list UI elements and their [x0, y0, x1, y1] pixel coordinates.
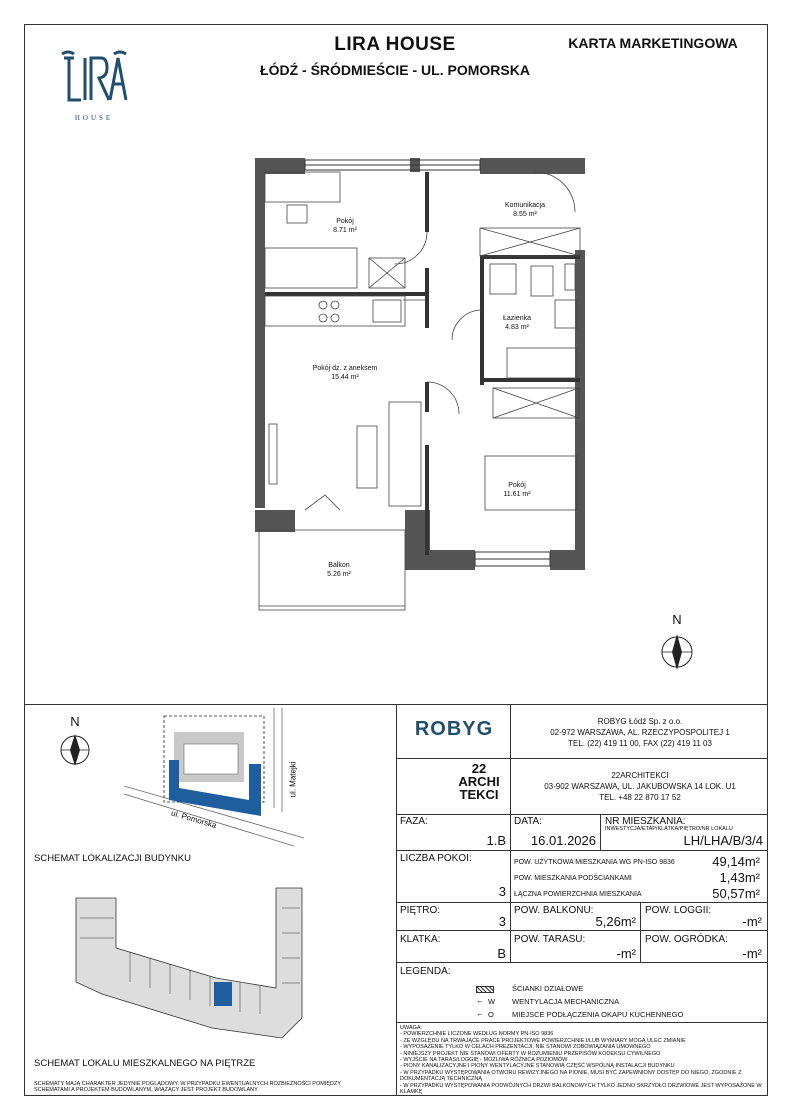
- row-divider: [396, 814, 768, 815]
- partition-wall-icon: [476, 986, 494, 993]
- legend-item: [476, 1010, 756, 1020]
- pietro-label: PIĘTRO:: [400, 905, 441, 916]
- legend-symbol: W: [488, 997, 496, 1006]
- ventilation-arrow-icon: ←: [476, 996, 484, 1005]
- room-name: Balkon: [328, 562, 350, 569]
- room-area: 8.55 m²: [513, 211, 537, 218]
- room-area: 11.61 m²: [503, 491, 531, 498]
- room-area: 5.26 m²: [327, 571, 351, 578]
- area-row-label: POW. MIESZKANIA PODŚCIANKAMI: [514, 875, 632, 882]
- data-label: DATA:: [514, 816, 542, 827]
- data-value: 16.01.2026: [530, 833, 596, 848]
- row-divider: [396, 962, 768, 963]
- klatka-value: B: [497, 946, 506, 961]
- compass-north-label: N: [70, 714, 80, 729]
- location-schema-caption: SCHEMAT LOKALIZACJI BUDYNKU: [34, 853, 191, 864]
- robyg-logo: ROBYG: [414, 718, 494, 740]
- column-divider: [510, 814, 511, 850]
- notes-title: UWAGA:: [400, 1025, 423, 1031]
- note-line: - WYPOSAŻENIE TYLKO W CELACH PREZENTACJI, NIE STANOWI ZOBOWIĄZANIA UMOWNEGO: [400, 1044, 651, 1051]
- klatka-label: KLATKA:: [400, 934, 441, 945]
- room-label: [300, 217, 390, 235]
- architect-logo: [452, 762, 506, 801]
- room-area: 15.44 m²: [331, 374, 359, 381]
- faza-label: FAZA:: [400, 816, 428, 827]
- card-type: KARTA MARKETINGOWA: [568, 35, 738, 51]
- room-name: Łazienka: [502, 315, 532, 322]
- room-label: [294, 561, 384, 579]
- legend-item: [476, 984, 756, 994]
- row-divider: [396, 758, 768, 759]
- legend-text: MIEJSCE PODŁĄCZENIA OKAPU KUCHENNEGO: [512, 1010, 684, 1019]
- apartment-floor-plan: [235, 150, 595, 620]
- area-row-value: 1,43m²: [719, 870, 760, 885]
- ogrodek-label: POW. OGRÓDKA:: [645, 934, 728, 945]
- area-row-label: ŁĄCZNA POWIERZCHNIA MIESZKANIA: [514, 891, 642, 898]
- ogrodek-value: -m²: [742, 946, 762, 961]
- compass-north-label: N: [672, 612, 682, 627]
- developer-info: [512, 716, 768, 749]
- floor-schema-caption: SCHEMAT LOKALU MIESZKALNEGO NA PIĘTRZE: [34, 1058, 256, 1069]
- column-divider: [600, 814, 601, 850]
- room-name: Pokój dz. z aneksem: [312, 365, 378, 372]
- column-divider: [510, 704, 511, 814]
- note-line: - W PRZYPADKU WYSTĘPOWANIA OTWORU REWIZYJNEGO NA PIONIE, MUSI BYĆ ZAPEWNIONY DOSTĘP DO NIEGO, ZGODNIE Z DOKUMENTACJĄ TECHNICZNĄ: [400, 1069, 742, 1083]
- note-line: - W PRZYPADKU WYSTĘPOWANIA PODWÓJNYCH DRZWI BALKONOWYCH TYLKO JEDNO SKRZYDŁO DRZWIOWE JEST WYPOSAŻONE W KLAMKĘ: [400, 1082, 762, 1096]
- architect-logo-line: 22: [471, 761, 487, 776]
- row-divider: [396, 1022, 768, 1023]
- column-divider: [640, 902, 641, 962]
- architect-logo-line: TEKCI: [459, 787, 499, 802]
- nr-label: NR MIESZKANIA:: [605, 816, 686, 827]
- developer-name: ROBYG Łódź Sp. z o.o.: [597, 717, 683, 726]
- project-location: ŁÓDŹ - ŚRÓDMIEŚCIE - UL. POMORSKA: [260, 62, 530, 78]
- note-line: - ZE WZGLĘDU NA TRWAJĄCE PRACE PROJEKTOWE POWIERZCHNIE I/LUB WYMIARY MOGĄ ULEC ZMIANIE: [400, 1037, 686, 1044]
- room-name: Pokój: [336, 218, 354, 225]
- compass-icon: [58, 714, 98, 774]
- area-row-label: POW. UŻYTKOWA MIESZKANIA WG PN-ISO 9836: [514, 859, 675, 866]
- architect-logo-line: ARCHI: [458, 774, 500, 789]
- location-map: [124, 708, 304, 858]
- pokoje-value: 3: [498, 884, 506, 899]
- area-row-value: 50,57m²: [712, 886, 760, 901]
- lira-house-logo: [58, 50, 130, 126]
- room-label: [290, 364, 400, 382]
- room-label: [472, 314, 562, 332]
- legend-symbol: O: [488, 1010, 494, 1019]
- taras-value: -m²: [616, 946, 636, 961]
- schema-disclaimer: SCHEMATY MAJĄ CHARAKTER JEDYNIE POGLĄDOWY. W PRZYPADKU EWENTUALNYCH ROZBIEŻNOŚCI POMIĘDZY SCHEMATAMI A PROJEKTEM BUDOWLANYM, WIĄŻĄCY JEST PROJEKT BUDOWLANY.: [34, 1081, 341, 1094]
- row-divider: [396, 850, 768, 851]
- room-area: 4.83 m²: [505, 324, 529, 331]
- hood-arrow-icon: ←: [476, 1009, 484, 1018]
- pietro-value: 3: [498, 914, 506, 929]
- room-name: Pokój: [508, 482, 526, 489]
- legend-text: WENTYLACJA MECHANICZNA: [512, 997, 620, 1006]
- loggia-label: POW. LOGGII:: [645, 905, 712, 916]
- note-line: - PIONY KANALIZACYJNE I PIONY WENTYLACYJNE STANOWIĄ CZĘŚĆ WSPÓLNĄ INSTALACJI BUDYNKU: [400, 1063, 675, 1070]
- developer-phone: TEL. (22) 419 11 00, FAX (22) 419 11 03: [568, 739, 712, 748]
- floor-schema-map: [70, 878, 340, 1038]
- notes-block: [400, 1025, 764, 1095]
- compass-icon: [660, 612, 700, 676]
- balkon-value: 5,26m²: [595, 914, 636, 929]
- column-divider: [396, 704, 397, 1096]
- architect-phone: TEL. +48 22 870 17 52: [599, 793, 681, 802]
- faza-value: 1.B: [486, 833, 506, 848]
- room-name: Komunikacja: [504, 202, 546, 209]
- logo-subtext: HOUSE: [74, 114, 114, 122]
- row-divider: [396, 930, 768, 931]
- legend-title: LEGENDA:: [400, 966, 451, 977]
- note-line: - NINIEJSZY PROJEKT NIE STANOWI OFERTY W ROZUMIENIU PRZEPISÓW KODEKSU CYWILNEGO: [400, 1050, 661, 1057]
- legend-item: [476, 997, 756, 1007]
- nr-value: LH/LHA/B/3/4: [683, 833, 763, 848]
- developer-address: 02-972 WARSZAWA, AL. RZECZYPOSPOLITEJ 1: [550, 728, 730, 737]
- loggia-value: -m²: [742, 914, 762, 929]
- street-label-matejki: ul. Matejki: [288, 761, 298, 798]
- architect-info: [512, 770, 768, 803]
- column-divider: [510, 850, 511, 962]
- nr-sublabel: INWESTYCJA/ETAP/KLATKA/PIĘTRO/NR LOKALU: [605, 826, 733, 832]
- legend-text: ŚCIANKI DZIAŁOWE: [512, 984, 584, 993]
- balkon-label: POW. BALKONU:: [514, 905, 594, 916]
- project-title: LIRA HOUSE: [334, 34, 456, 55]
- room-area: 8.71 m²: [333, 227, 357, 234]
- taras-label: POW. TARASU:: [514, 934, 586, 945]
- note-line: - WYJŚCIE NA TARAS/LOGGIĘ - MOŻLIWA RÓŻNICA POZIOMÓW: [400, 1057, 568, 1064]
- row-divider: [396, 902, 768, 903]
- pokoje-label: LICZBA POKOI:: [400, 853, 472, 864]
- architect-name: 22ARCHITEKCI: [611, 771, 669, 780]
- area-row-value: 49,14m²: [712, 854, 760, 869]
- architect-address: 03-902 WARSZAWA, UL. JAKUBOWSKA 14 LOK. U1: [544, 782, 736, 791]
- room-label: [472, 481, 562, 499]
- room-label: [480, 201, 570, 219]
- note-line: - POWIERZCHNIE LICZONE WEDŁUG NORMY PN-ISO 9836: [400, 1031, 554, 1038]
- street-label-pomorska: ul. Pomorska: [170, 808, 218, 831]
